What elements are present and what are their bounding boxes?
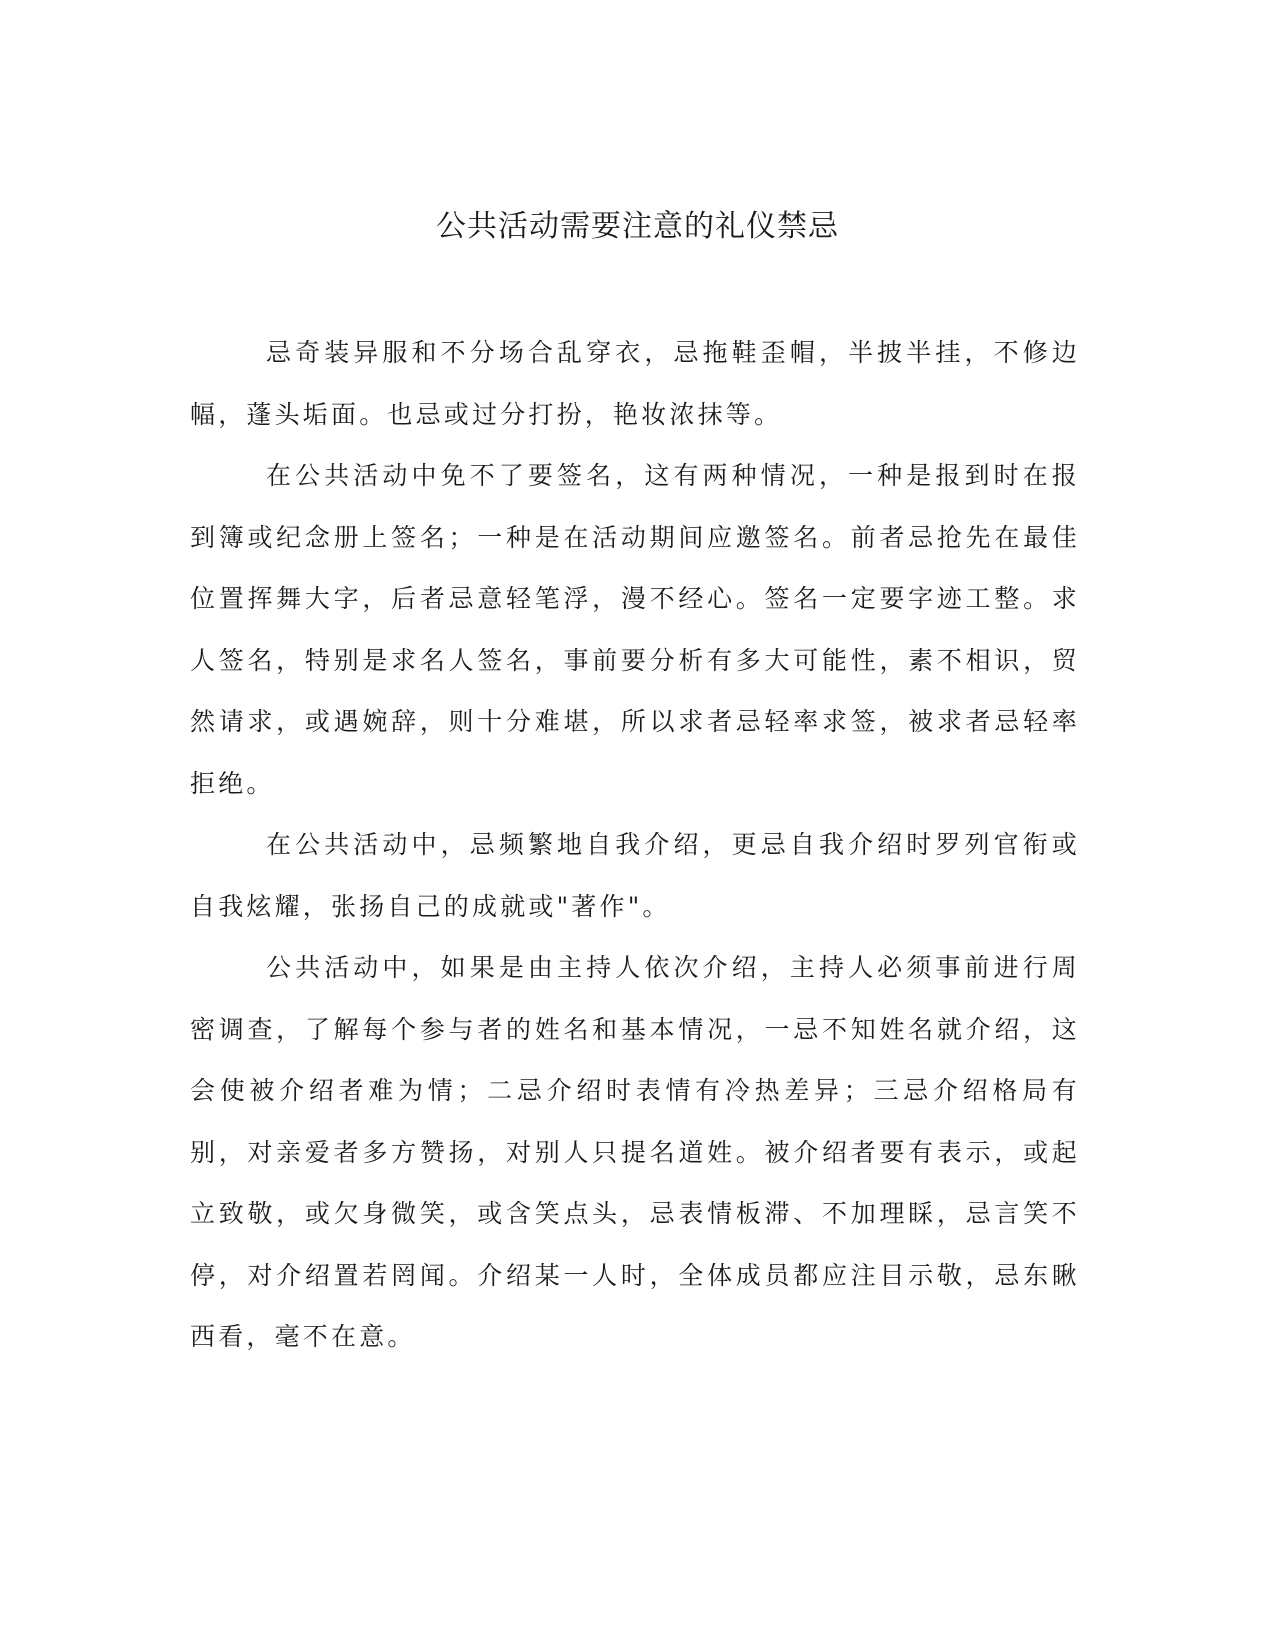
paragraph-host-introduction: 公共活动中，如果是由主持人依次介绍，主持人必须事前进行周密调查，了解每个参与者的姓名和基本情况，一忌不知姓名就介绍，这会使被介绍者难为情；二忌介绍时表情有冷热差异；三忌介绍格局有别，对亲爱者多方赞扬，对别人只提名道姓。被介绍者要有表示，或起立致敬，或欠身微笑，或含笑点头，忌表情板滞、不加理睬，忌言笑不停，对介绍置若罔闻。介绍某一人时，全体成员都应注目示敬，忌东瞅西看，毫不在意。: [190, 953, 1080, 1351]
document-body: [190, 322, 1080, 1368]
paragraph-signature: 在公共活动中免不了要签名，这有两种情况，一种是报到时在报到簿或纪念册上签名；一种是在活动期间应邀签名。前者忌抢先在最佳位置挥舞大字，后者忌意轻笔浮，漫不经心。签名一定要字迹工整。求人签名，特别是求名人签名，事前要分析有多大可能性，素不相识，贸然请求，或遇婉辞，则十分难堪，所以求者忌轻率求签，被求者忌轻率拒绝。: [190, 461, 1080, 798]
paragraph-attire: 忌奇装异服和不分场合乱穿衣，忌拖鞋歪帽，半披半挂，不修边幅，蓬头垢面。也忌或过分打扮，艳妆浓抹等。: [190, 338, 1080, 429]
paragraph-self-introduction: 在公共活动中，忌频繁地自我介绍，更忌自我介绍时罗列官衔或自我炫耀，张扬自己的成就或"著作"。: [190, 830, 1080, 921]
document-title: 公共活动需要注意的礼仪禁忌: [436, 209, 839, 244]
